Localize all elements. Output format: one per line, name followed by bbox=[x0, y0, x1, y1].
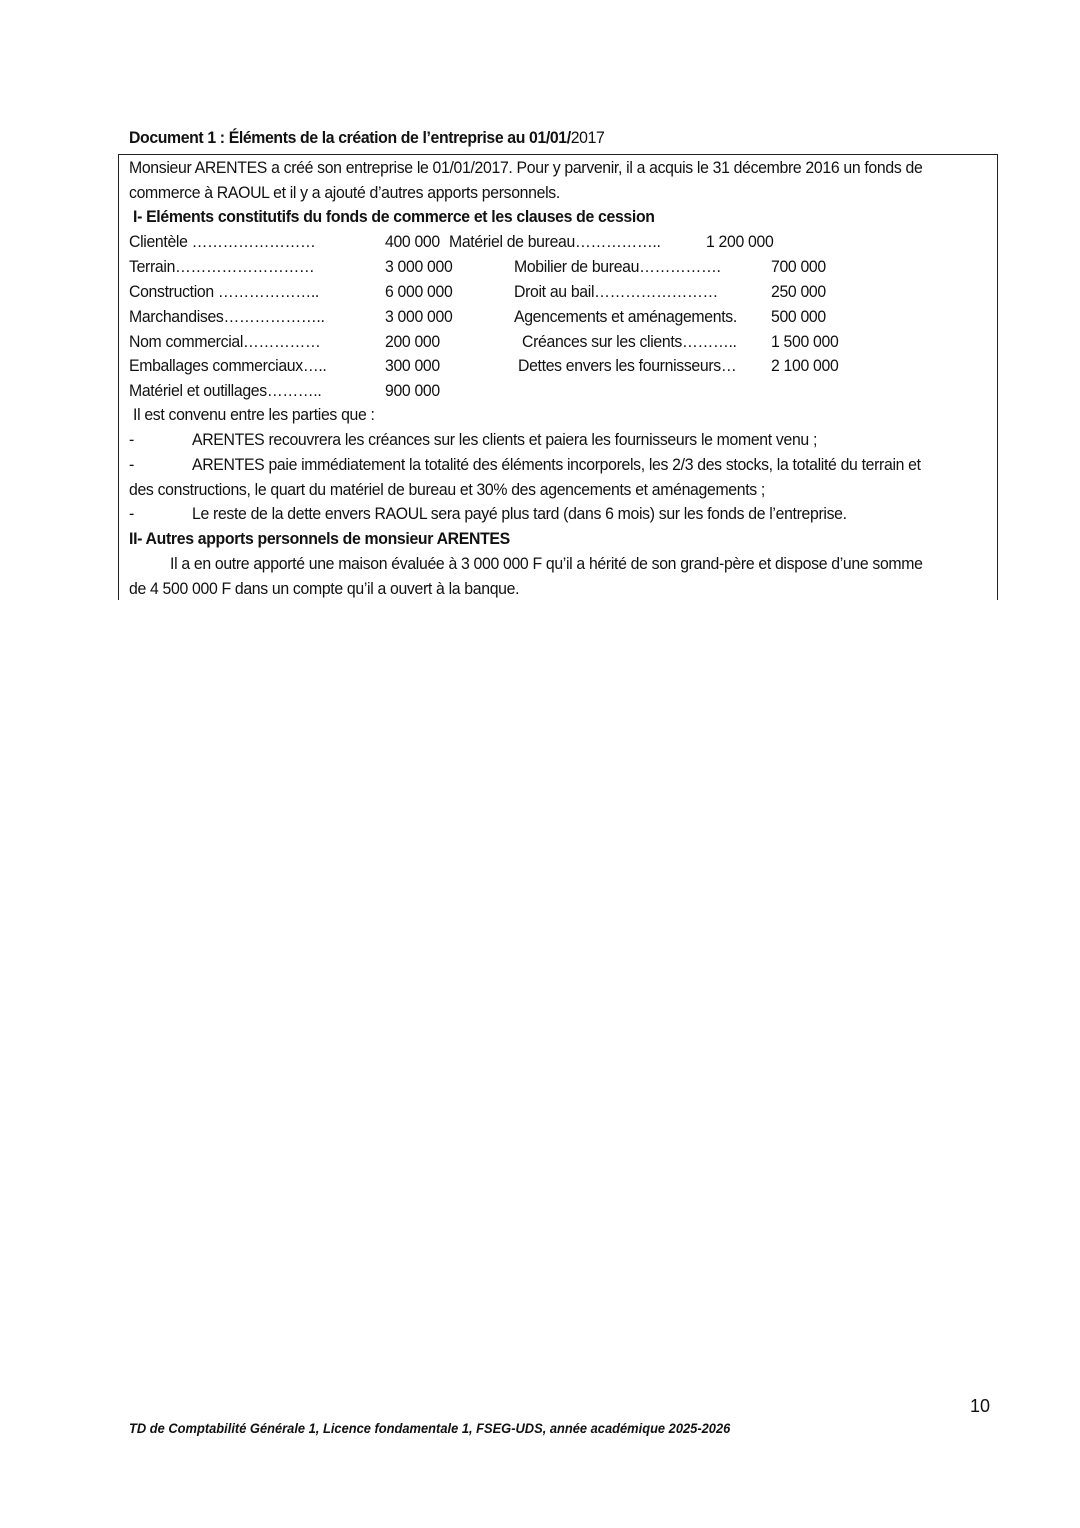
right-item-label: Mobilier de bureau……………. bbox=[514, 257, 721, 276]
right-item-value: 1 200 000 bbox=[706, 232, 774, 251]
left-item-value: 3 000 000 bbox=[385, 257, 453, 276]
right-item-label: Droit au bail…………………… bbox=[514, 282, 719, 301]
bullet-dash: - bbox=[129, 430, 134, 449]
left-item-label: Emballages commerciaux….. bbox=[129, 356, 327, 375]
intro-line-1: Monsieur ARENTES a créé son entreprise le 01/01/2017. Pour y parvenir, il a acquis le 31 décembre 2016 un fonds de bbox=[129, 158, 923, 177]
right-item-value: 2 100 000 bbox=[771, 356, 839, 375]
left-item-value: 400 000 bbox=[385, 232, 440, 251]
clause-3: Le reste de la dette envers RAOUL sera payé plus tard (dans 6 mois) sur les fonds de l’entreprise. bbox=[192, 504, 847, 523]
right-item-value: 1 500 000 bbox=[771, 332, 839, 351]
left-item-label: Construction ……………….. bbox=[129, 282, 319, 301]
right-item-value: 500 000 bbox=[771, 307, 826, 326]
section-2-line-1: Il a en outre apporté une maison évaluée à 3 000 000 F qu’il a hérité de son grand-père et dispose d’une somme bbox=[170, 554, 923, 573]
page-footer: TD de Comptabilité Générale 1, Licence fondamentale 1, FSEG-UDS, année académique 2025-2026 bbox=[129, 1420, 731, 1436]
right-item-value: 250 000 bbox=[771, 282, 826, 301]
right-item-value: 700 000 bbox=[771, 257, 826, 276]
document-title-main: Document 1 : Éléments de la création de l’entreprise au 01/01/ bbox=[129, 128, 571, 147]
left-item-label: Clientèle …………………… bbox=[129, 232, 316, 251]
left-item-label: Matériel et outillages……….. bbox=[129, 381, 322, 400]
left-item-value: 3 000 000 bbox=[385, 307, 453, 326]
page-number: 10 bbox=[970, 1396, 991, 1416]
left-item-value: 6 000 000 bbox=[385, 282, 453, 301]
clause-2-line-1: ARENTES paie immédiatement la totalité des éléments incorporels, les 2/3 des stocks, la totalité du terrain et bbox=[192, 455, 921, 474]
left-item-value: 900 000 bbox=[385, 381, 440, 400]
clause-2-line-2: des constructions, le quart du matériel de bureau et 30% des agencements et aménagements ; bbox=[129, 480, 766, 499]
right-item-label: Créances sur les clients……….. bbox=[522, 332, 737, 351]
section-1-title: I- Eléments constitutifs du fonds de commerce et les clauses de cession bbox=[133, 207, 655, 226]
left-item-label: Marchandises……………….. bbox=[129, 307, 325, 326]
clauses-intro: Il est convenu entre les parties que : bbox=[133, 405, 375, 424]
section-2-line-2: de 4 500 000 F dans un compte qu’il a ouvert à la banque. bbox=[129, 579, 520, 598]
right-item-label: Agencements et aménagements. bbox=[514, 307, 737, 326]
bullet-dash: - bbox=[129, 504, 134, 523]
intro-line-2: commerce à RAOUL et il y a ajouté d’autres apports personnels. bbox=[129, 183, 560, 202]
clause-1: ARENTES recouvrera les créances sur les clients et paiera les fournisseurs le moment venu ; bbox=[192, 430, 818, 449]
document-title bbox=[129, 128, 604, 148]
section-2-title: II- Autres apports personnels de monsieur ARENTES bbox=[129, 529, 510, 548]
left-item-value: 300 000 bbox=[385, 356, 440, 375]
right-item-label: Dettes envers les fournisseurs… bbox=[518, 356, 737, 375]
bullet-dash: - bbox=[129, 455, 134, 474]
right-item-label: Matériel de bureau…………….. bbox=[449, 232, 661, 251]
document-title-year: 2017 bbox=[570, 128, 605, 147]
left-item-value: 200 000 bbox=[385, 332, 440, 351]
left-item-label: Terrain……………………… bbox=[129, 257, 315, 276]
left-item-label: Nom commercial…………… bbox=[129, 332, 321, 351]
